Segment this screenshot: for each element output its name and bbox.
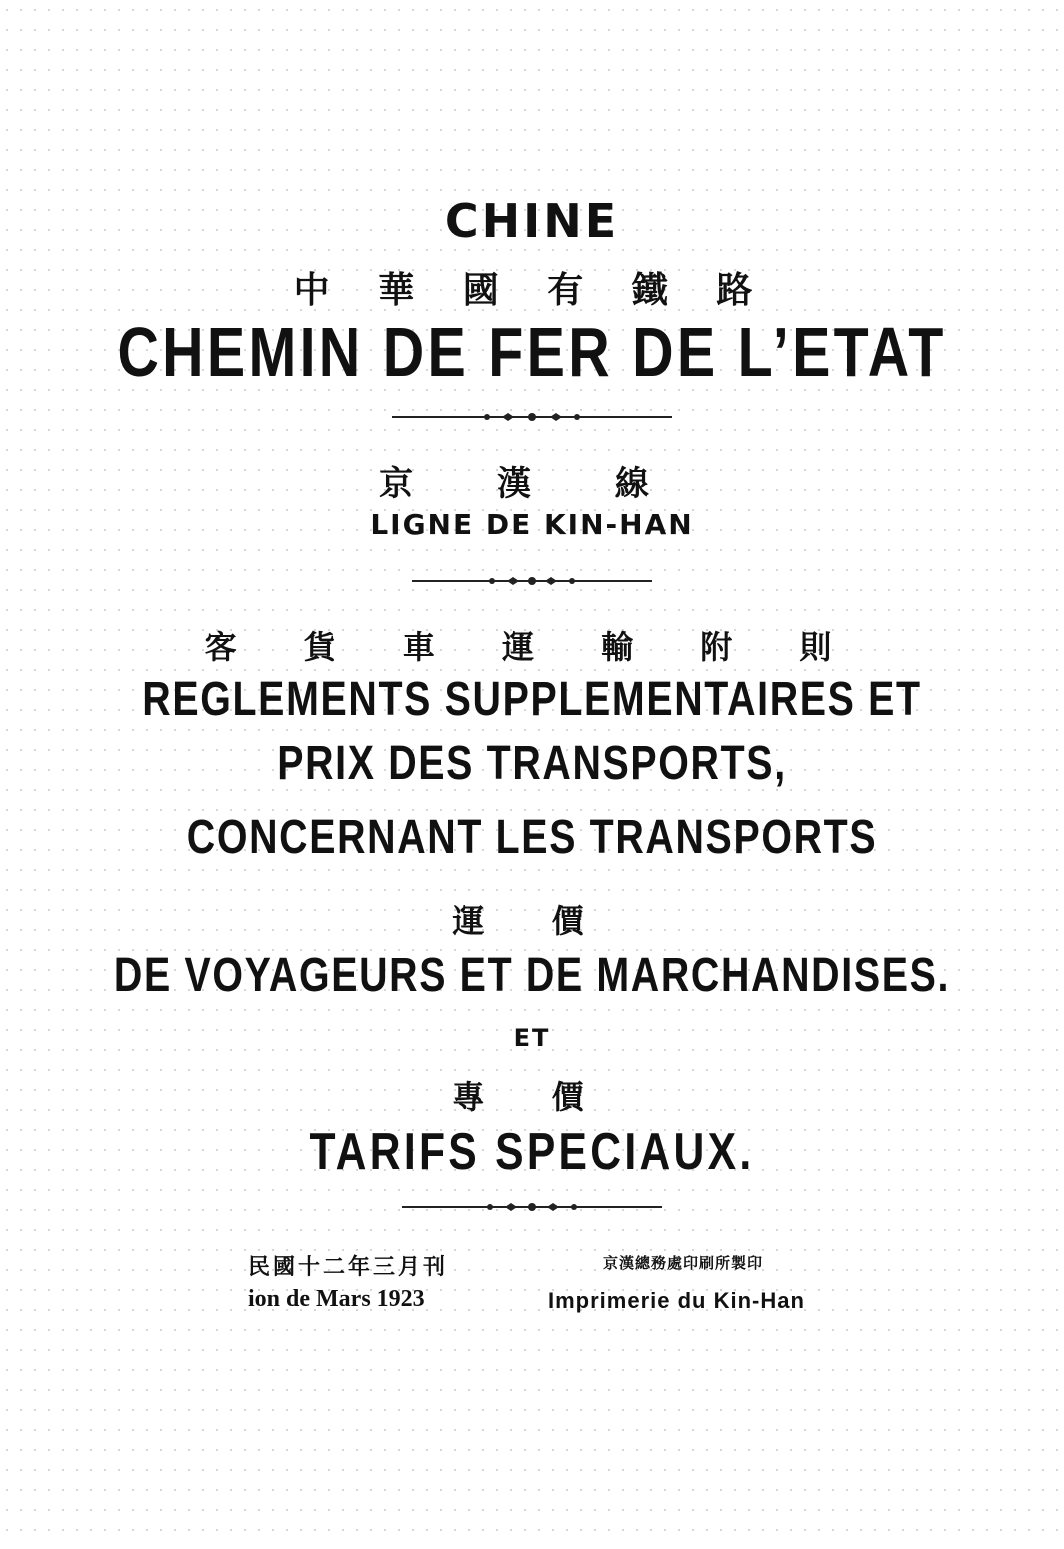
ornament-divider-3 bbox=[0, 1200, 1064, 1214]
ornament-divider-2 bbox=[0, 574, 1064, 588]
title-chemin: CHEMIN DE FER DE L’ETAT bbox=[117, 313, 947, 391]
tarifs-speciaux: TARIFS SPECIAUX. bbox=[309, 1123, 755, 1181]
ligne-kin-han: LIGNE DE KIN-HAN bbox=[370, 508, 694, 541]
cjk-regulations: 客 貨 車 運 輸 附 則 bbox=[204, 628, 860, 666]
reglements-line-3: CONCERNANT LES TRANSPORTS bbox=[186, 811, 878, 864]
footer-left-text: ion de Mars 1923 bbox=[248, 1286, 425, 1312]
reglements-line-4: DE VOYAGEURS ET DE MARCHANDISES. bbox=[113, 949, 951, 1002]
cjk-railway-title: 中 華 國 有 鐵 路 bbox=[293, 269, 771, 311]
title-chine: CHINE bbox=[444, 194, 620, 248]
footer-right-text: Imprimerie du Kin-Han bbox=[548, 1288, 805, 1313]
cjk-fare: 運 價 bbox=[452, 902, 612, 940]
ornament-divider-1 bbox=[0, 410, 1064, 424]
reglements-line-1: REGLEMENTS SUPPLEMENTAIRES ET bbox=[142, 673, 922, 726]
cjk-line-name: 京 漢 線 bbox=[379, 464, 685, 504]
footer-right-cjk: 京漢總務處印刷所製印 bbox=[603, 1254, 764, 1272]
reglements-line-2: PRIX DES TRANSPORTS, bbox=[277, 737, 787, 790]
footer-left-cjk: 民國十二年三月刊 bbox=[248, 1254, 449, 1280]
cjk-special: 專 價 bbox=[452, 1078, 612, 1116]
conjunction-et: ET bbox=[513, 1024, 551, 1052]
